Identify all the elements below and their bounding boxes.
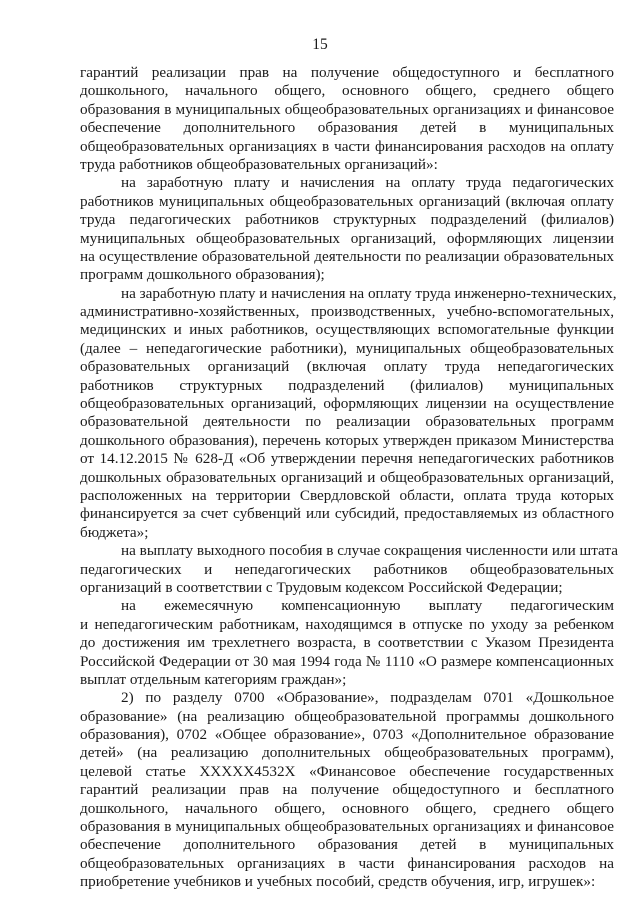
text-line: детей» (на реализацию дополнительных общеобразовательных программ), bbox=[80, 744, 614, 762]
page-number: 15 bbox=[312, 36, 328, 53]
text-line: труда педагогических работников структурных подразделений (филиалов) bbox=[80, 211, 614, 229]
text-line: дошкольного, начального общего, основного общего, среднего общего bbox=[80, 82, 614, 100]
text-line: (далее – непедагогические работники), муниципальных общеобразовательных bbox=[80, 339, 614, 357]
text-line: образовательных организаций (включая оплату труда непедагогических bbox=[80, 358, 614, 376]
text-line: педагогических и непедагогических работников общеобразовательных bbox=[80, 560, 614, 578]
text-line: и непедагогическим работникам, находящимся в отпуске по уходу за ребенком bbox=[80, 615, 614, 633]
text-line: финансируется за счет субвенций или субсидий, предоставляемых из областного bbox=[80, 505, 614, 523]
text-line: обеспечение дополнительного образования детей в муниципальных bbox=[80, 836, 614, 854]
text-line: образования), 0702 «Общее образование», 0703 «Дополнительное образование bbox=[80, 726, 614, 744]
text-line: труда работников общеобразовательных организаций»: bbox=[80, 155, 438, 173]
text-line: на заработную плату и начисления на оплату труда педагогических bbox=[121, 174, 614, 192]
text-line: организаций в соответствии с Трудовым кодексом Российской Федерации; bbox=[80, 578, 563, 596]
text-line: дошкольного, начального общего, основного общего, среднего общего bbox=[80, 799, 614, 817]
text-line: образования в муниципальных общеобразовательных организациях и финансовое bbox=[80, 100, 614, 118]
text-line: общеобразовательных организаций, оформляющих лицензии на осуществление bbox=[80, 395, 614, 413]
text-line: на выплату выходного пособия в случае сокращения численности или штата bbox=[121, 542, 618, 560]
text-line: бюджета»; bbox=[80, 523, 149, 541]
text-line: на ежемесячную компенсационную выплату педагогическим bbox=[121, 597, 614, 615]
text-line: общеобразовательных организациях в части финансирования расходов на оплату bbox=[80, 137, 614, 155]
text-line: от 14.12.2015 № 628-Д «Об утверждении перечня непедагогических работников bbox=[80, 450, 614, 468]
text-line: целевой статье XXXXX4532X «Финансовое обеспечение государственных bbox=[80, 762, 614, 780]
text-line: образование» (на реализацию общеобразовательной программы дошкольного bbox=[80, 707, 614, 725]
document-body bbox=[80, 64, 618, 892]
text-line: выплат отдельным категориям граждан»; bbox=[80, 670, 347, 688]
text-line: гарантий реализации прав на получение общедоступного и бесплатного bbox=[80, 64, 614, 81]
text-line: обеспечение дополнительного образования детей в муниципальных bbox=[80, 119, 614, 137]
text-line: работников структурных подразделений (филиалов) муниципальных bbox=[80, 376, 614, 394]
text-line: на осуществление образовательной деятельности по реализации образовательных bbox=[80, 247, 614, 265]
text-line: дошкольных образовательных организаций и общеобразовательных организаций, bbox=[80, 468, 614, 486]
text-line: образовательной деятельности по реализации образовательных программ bbox=[80, 413, 614, 431]
text-line: работников муниципальных общеобразовательных организаций (включая оплату bbox=[80, 192, 614, 210]
text-line: образования в муниципальных общеобразовательных организациях и финансовое bbox=[80, 818, 614, 836]
text-line: приобретение учебников и учебных пособий, средств обучения, игр, игрушек»: bbox=[80, 873, 596, 891]
text-line: Российской Федерации от 30 мая 1994 года № 1110 «О размере компенсационных bbox=[80, 652, 614, 670]
text-line: дошкольного образования), перечень которых утвержден приказом Министерства bbox=[80, 431, 614, 449]
text-line: программ дошкольного образования); bbox=[80, 266, 325, 284]
text-line: общеобразовательных организациях в части финансирования расходов на bbox=[80, 854, 614, 872]
text-line: гарантий реализации прав на получение общедоступного и бесплатного bbox=[80, 781, 614, 799]
text-line: до достижения им трехлетнего возраста, в соответствии с Указом Президента bbox=[80, 634, 614, 652]
text-line: на заработную плату и начисления на оплату труда инженерно-технических, bbox=[121, 284, 617, 302]
text-line: медицинских и иных работников, осуществляющих вспомогательные функции bbox=[80, 321, 614, 339]
text-line: 2) по разделу 0700 «Образование», подразделам 0701 «Дошкольное bbox=[121, 689, 614, 707]
text-line: муниципальных общеобразовательных организаций, оформляющих лицензии bbox=[80, 229, 614, 247]
text-line: расположенных на территории Свердловской области, оплата труда которых bbox=[80, 486, 614, 504]
text-line: административно-хозяйственных, производственных, учебно-вспомогательных, bbox=[80, 303, 614, 321]
